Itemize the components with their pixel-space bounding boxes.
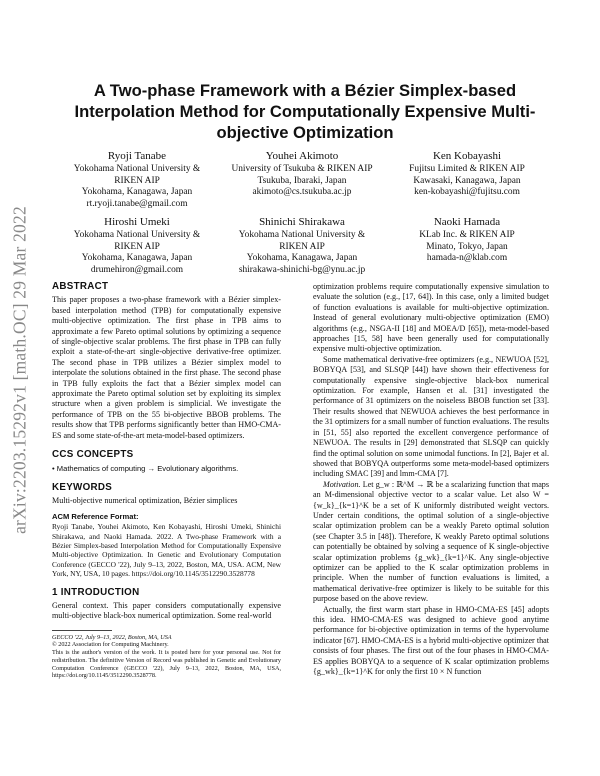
ccs-item: • Mathematics of computing → Evolutionary algorithms.	[52, 463, 239, 473]
author-email: ken-kobayashi@fujitsu.com	[414, 187, 520, 198]
author-location: Yokohama, Kanagawa, Japan	[81, 253, 193, 264]
author-affiliation: RIKEN AIP	[114, 175, 160, 186]
author-email: akimoto@cs.tsukuba.ac.jp	[252, 187, 352, 198]
footnote-rule	[52, 630, 112, 631]
author-6	[382, 216, 552, 265]
intro-paragraph-2: Some mathematical derivative-free optimizers (e.g., NEWUOA [52], BOBYQA [53], and SLSQP [44]) have shown their effectiveness for computationally expensive single-objective black-box numerical optimization. For example, Hansen et al. [31] investigated the performance of 31 optimizers on the noiseless BBOB function set [33]. Their results showed that NEWUOA achieves the best performance in the 31 optimizers for a small number of function evaluations. The results in [51, 55] also reported the excellent convergence performance of NEWUOA. The results in [29] demonstrated that SLSQP can quickly find the optimal solution on some unimodal functions. In [2], Bajer et al. showed that BOBYQA outperforms some meta-model-based optimizers including SMAC [39] and lmm-CMA [7].	[313, 354, 549, 479]
author-affiliation: Yokohama National University &	[73, 230, 201, 240]
footnote-venue: GECCO '22, July 9–13, 2022, Boston, MA, USA	[52, 633, 172, 641]
author-4	[52, 216, 222, 276]
arxiv-stamp	[6, 195, 34, 545]
intro-paragraph-1: optimization problems require computationally expensive simulation to evaluate the solution (e.g., [17, 64]). In this case, only a limited budget of function evaluations is available for multi-objective optimization. Instead of general evolutionary multi-objective optimization (EMO) algorithms (e.g., NSGA-II [18] and MOEA/D [65]), meta-model-based approaches [15, 58] have been generally used for computationally expensive multi-objective optimization.	[313, 282, 549, 354]
author-1	[52, 150, 222, 210]
acm-ref-text: Ryoji Tanabe, Youhei Akimoto, Ken Kobayashi, Hiroshi Umeki, Shinichi Shirakawa, and Naoki Hamada. 2022. A Two-phase Framework with a Bézier Simplex-based Interpolation Method for Computationally Expensive Multi-objective Optimization. In Genetic and Evolutionary Computation Conference (GECCO '22), July 9–13, 2022, Boston, MA, USA. ACM, New York, NY, USA, 10 pages. https://doi.org/10.1145/3512290.3528778	[52, 522, 281, 579]
keywords-text: Multi-objective numerical optimization, Bézier simplices	[52, 496, 238, 506]
left-column	[52, 282, 281, 680]
acm-ref-heading: ACM Reference Format:	[52, 511, 139, 521]
motivation-label: Motivation.	[323, 479, 361, 489]
author-affiliation: KLab Inc. & RIKEN AIP	[419, 230, 515, 240]
author-affiliation: RIKEN AIP	[279, 241, 325, 252]
paper-title: A Two-phase Framework with a Bézier Simplex-based Interpolation Method for Computationally Expensive Multi-objective Optimization	[74, 81, 536, 142]
right-column	[313, 282, 549, 677]
author-name: Naoki Hamada	[433, 216, 501, 228]
author-name: Youhei Akimoto	[265, 150, 339, 162]
author-affiliation: RIKEN AIP	[114, 241, 160, 252]
intro-heading: 1 INTRODUCTION	[52, 586, 140, 598]
ccs-heading: CCS CONCEPTS	[52, 449, 134, 461]
author-affiliation: Yokohama National University &	[73, 164, 201, 174]
author-5	[217, 216, 387, 276]
author-name: Ryoji Tanabe	[107, 150, 167, 162]
author-location: Tsukuba, Ibaraki, Japan	[257, 175, 347, 186]
abstract-text: This paper proposes a two-phase framework with a Bézier simplex-based interpolation method (TPB) for computationally expensive multi-objective optimization. The first phase in TPB aims to approximate a few Pareto optimal solutions by optimizing a sequence of single-objective scalar problems. The first phase in TPB can fully exploit a state-of-the-art single-objective derivative-free optimizer. The second phase in TPB utilizes a Bézier simplex model to interpolate the solutions obtained in the first phase. The second phase in TPB fully exploits the fact that a Bézier simplex model can approximate the Pareto optimal solution set by exploiting its simplex structure when a given problem is simplicial. We investigate the performance of TPB on the 55 bi-objective BBOB problems. The results show that TPB performs significantly better than HMO-CMA-ES and some state-of-the-art meta-model-based optimizers.	[52, 295, 281, 440]
author-2	[217, 150, 387, 199]
author-email: drumehiron@gmail.com	[90, 264, 184, 275]
author-email: shirakawa-shinichi-bg@ynu.ac.jp	[238, 264, 366, 275]
footnote-copyright: © 2022 Association for Computing Machinery.	[52, 641, 169, 649]
author-affiliation: Yokohama National University &	[238, 230, 366, 240]
author-location: Yokohama, Kanagawa, Japan	[81, 187, 193, 198]
motivation-paragraph	[313, 480, 549, 605]
author-location: Minato, Tokyo, Japan	[426, 241, 508, 252]
author-name: Shinichi Shirakawa	[259, 216, 345, 228]
author-email: hamada-n@klab.com	[426, 253, 508, 264]
author-location: Yokohama, Kanagawa, Japan	[246, 253, 358, 264]
author-location: Kawasaki, Kanagawa, Japan	[413, 175, 521, 186]
intro-text: General context. This paper considers computationally expensive multi-objective black-box numerical optimization. Some real-world	[52, 600, 281, 621]
arxiv-id: arXiv:2203.15292v1 [math.OC] 29 Mar 2022	[9, 206, 30, 534]
footnote-note: This is the author's version of the work. It is posted here for your personal use. Not for redistribution. The definitive Version of Record was published in Genetic and Evolutionary Computation Conference (GECCO '22), July 9–13, 2022, Boston, MA, USA, https://doi.org/10.1145/3512290.3528778.	[52, 649, 281, 680]
author-email: rt.ryoji.tanabe@gmail.com	[86, 198, 188, 209]
author-affiliation: University of Tsukuba & RIKEN AIP	[231, 164, 373, 174]
motivation-text: Let g_w : ℝ^M → ℝ be a scalarizing function that maps an M-dimensional objective vector to a scalar value. Let also W = {w_k}_{k=1}^K be a set of K uniformly distributed weight vectors. Under certain conditions, the optimal solution of a single-objective scalar optimization problem can be a weakly Pareto optimal solution (see Chapter 3.5 in [48]). Therefore, K weakly Pareto optimal solutions can potentially be obtained by solving a sequence of K single-objective scalar optimization problems {g_wk}_{k=1}^K. Any single-objective optimizer can be applied to the K scalar optimization problems in principle. When the number of function evaluations is limited, a mathematical derivative-free optimizer is likely to be suitable for this purpose based on the above review.	[313, 479, 549, 604]
keywords-heading: KEYWORDS	[52, 481, 113, 493]
author-name: Hiroshi Umeki	[104, 216, 170, 228]
intro-paragraph-4: Actually, the first warm start phase in HMO-CMA-ES [45] adopts this idea. HMO-CMA-ES was designed to achieve good anytime performance for bi-objective optimization in terms of the hypervolume indicator [67]. HMO-CMA-ES is a hybrid multi-objective optimizer that consists of four phases. The first out of the four phases in HMO-CMA-ES applies BOBYQA to a sequence of K scalar optimization problems {g_wk}_{k=1}^K for only the first 10 × N function	[313, 604, 549, 677]
author-3	[382, 150, 552, 199]
abstract-heading: ABSTRACT	[52, 281, 109, 292]
author-affiliation: Fujitsu Limited & RIKEN AIP	[409, 164, 525, 174]
author-name: Ken Kobayashi	[432, 150, 502, 162]
